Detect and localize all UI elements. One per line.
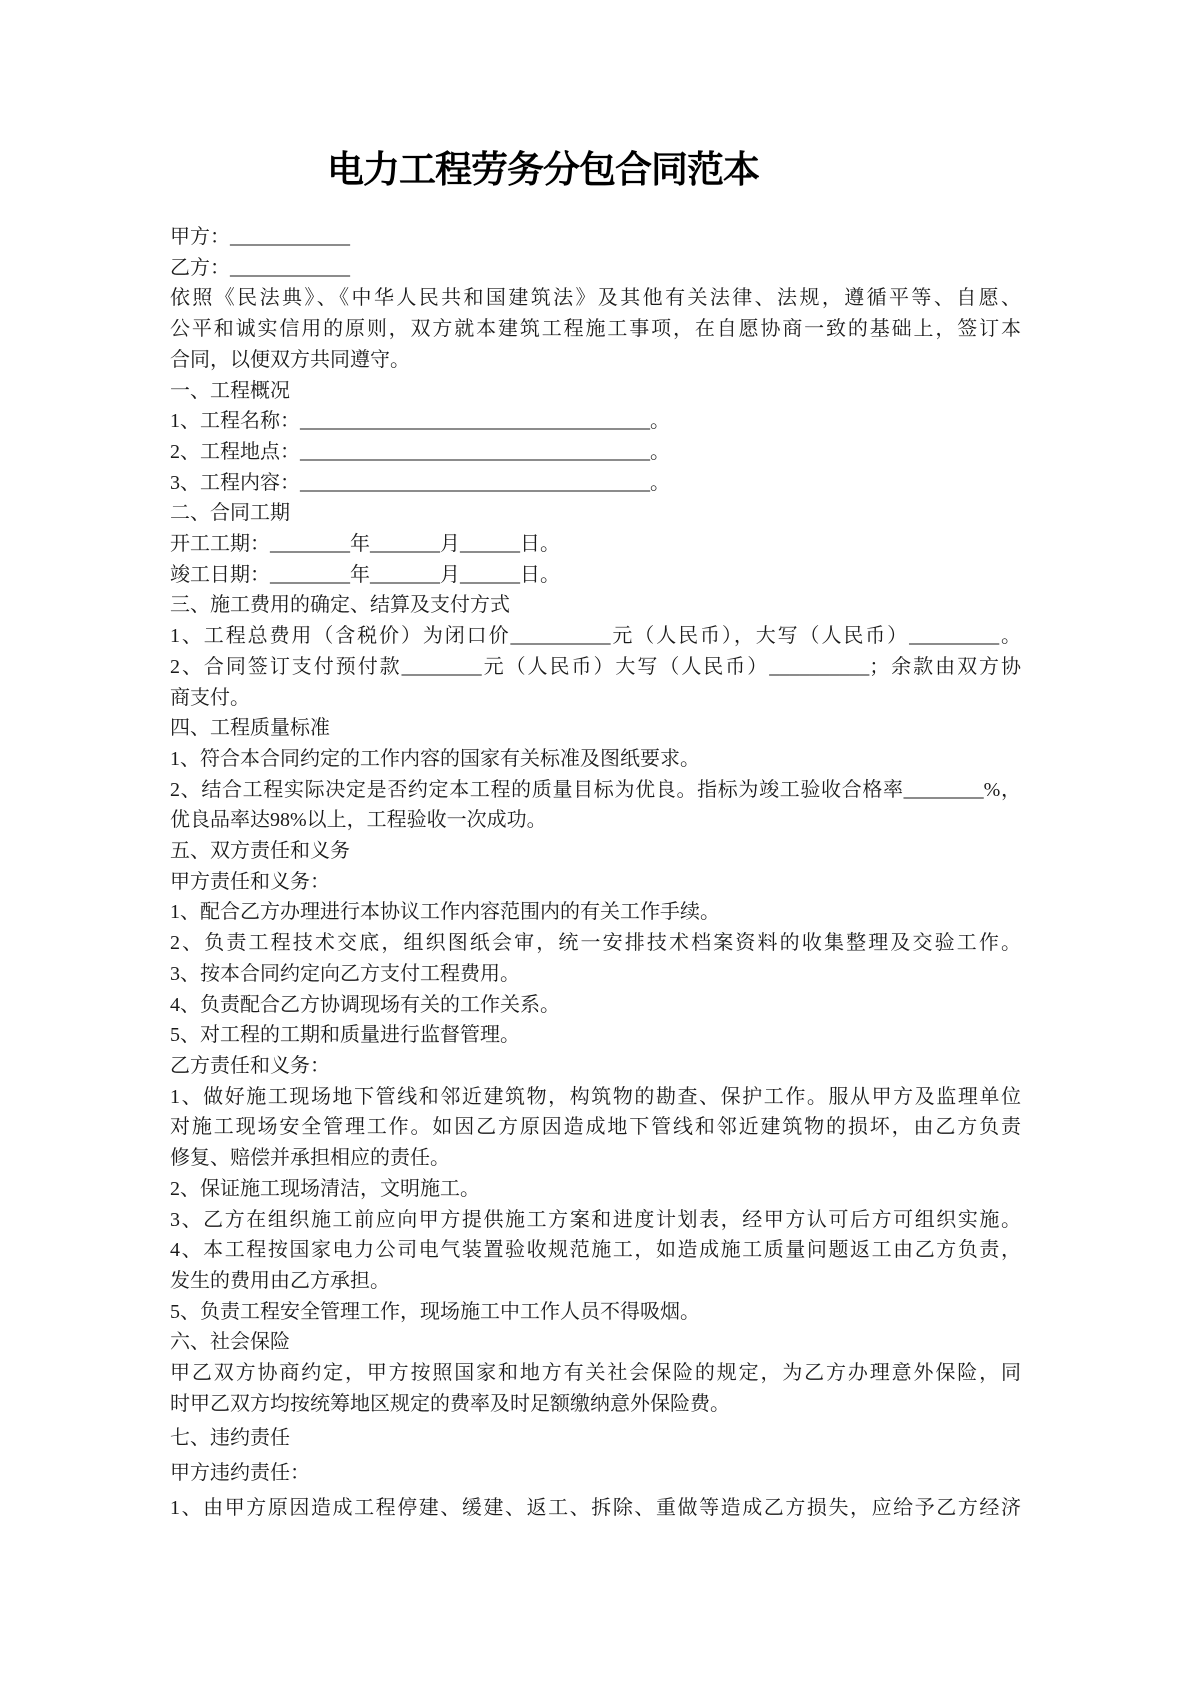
text-line: 四、工程质量标准 bbox=[170, 717, 330, 740]
text-line: 商支付。 bbox=[170, 686, 250, 709]
text-line: 对施工现场安全管理工作。如因乙方原因造成地下管线和邻近建筑物的损坏，由乙方负责 bbox=[170, 1116, 1021, 1139]
text-line: 发生的费用由乙方承担。 bbox=[170, 1269, 390, 1292]
text-line: 1、由甲方原因造成工程停建、缓建、返工、拆除、重做等造成乙方损失，应给予乙方经济 bbox=[170, 1496, 1021, 1519]
text-line: 合同，以便双方共同遵守。 bbox=[170, 348, 410, 371]
text-line: 4、负责配合乙方协调现场有关的工作关系。 bbox=[170, 993, 560, 1016]
text-line: 甲方：____________ bbox=[170, 226, 350, 248]
text-line: 1、配合乙方办理进行本协议工作内容范围内的有关工作手续。 bbox=[170, 901, 720, 924]
text-line: 二、合同工期 bbox=[170, 502, 290, 525]
document-title: 电力工程劳务分包合同范本 bbox=[327, 150, 759, 191]
text-line: 竣工日期：________年_______月______日。 bbox=[170, 563, 560, 586]
text-line: 乙方：____________ bbox=[170, 256, 350, 279]
text-line: 修复、赔偿并承担相应的责任。 bbox=[170, 1147, 450, 1170]
text-line: 五、双方责任和义务 bbox=[170, 840, 350, 863]
text-line: 2、保证施工现场清洁，文明施工。 bbox=[170, 1177, 480, 1200]
text-line: 3、乙方在组织施工前应向甲方提供施工方案和进度计划表，经甲方认可后方可组织实施。 bbox=[170, 1208, 1021, 1231]
text-line: 1、符合本合同约定的工作内容的国家有关标准及图纸要求。 bbox=[170, 747, 700, 770]
text-line: 开工工期：________年_______月______日。 bbox=[170, 533, 560, 556]
text-line: 2、合同签订支付预付款________元（人民币）大写（人民币）__________；余款由双方协 bbox=[170, 655, 1021, 678]
text-line: 一、工程概况 bbox=[170, 379, 290, 402]
text-line: 5、负责工程安全管理工作，现场施工中工作人员不得吸烟。 bbox=[170, 1300, 700, 1323]
text-line: 5、对工程的工期和质量进行监督管理。 bbox=[170, 1024, 520, 1047]
text-line: 三、施工费用的确定、结算及支付方式 bbox=[170, 594, 510, 617]
text-line: 甲方违约责任： bbox=[170, 1462, 310, 1485]
text-line: 1、工程名称：___________________________________。 bbox=[170, 410, 670, 433]
document-body bbox=[170, 222, 1021, 1524]
text-line: 3、按本合同约定向乙方支付工程费用。 bbox=[170, 962, 520, 985]
text-line: 六、社会保险 bbox=[170, 1331, 290, 1354]
text-line: 1、做好施工现场地下管线和邻近建筑物，构筑物的勘查、保护工作。服从甲方及监理单位 bbox=[170, 1085, 1021, 1108]
text-line: 时甲乙双方均按统筹地区规定的费率及时足额缴纳意外保险费。 bbox=[170, 1392, 730, 1415]
text-line: 甲乙双方协商约定，甲方按照国家和地方有关社会保险的规定，为乙方办理意外保险，同 bbox=[170, 1362, 1021, 1385]
text-line: 依照《民法典》、《中华人民共和国建筑法》及其他有关法律、法规，遵循平等、自愿、 bbox=[170, 287, 1021, 310]
text-line: 1、工程总费用（含税价）为闭口价__________元（人民币），大写（人民币）_________。 bbox=[170, 625, 1021, 648]
text-line: 2、工程地点：___________________________________。 bbox=[170, 440, 670, 463]
text-line: 2、结合工程实际决定是否约定本工程的质量目标为优良。指标为竣工验收合格率________%， bbox=[170, 778, 1021, 801]
text-line: 乙方责任和义务： bbox=[170, 1054, 330, 1077]
text-line: 3、工程内容：___________________________________。 bbox=[170, 471, 670, 494]
text-line: 2、负责工程技术交底，组织图纸会审，统一安排技术档案资料的收集整理及交验工作。 bbox=[170, 932, 1021, 955]
text-line: 七、违约责任 bbox=[170, 1427, 290, 1450]
text-line: 甲方责任和义务： bbox=[170, 870, 330, 893]
text-line: 优良品率达98%以上，工程验收一次成功。 bbox=[170, 809, 547, 832]
text-line: 4、本工程按国家电力公司电气装置验收规范施工，如造成施工质量问题返工由乙方负责， bbox=[170, 1239, 1021, 1262]
text-line: 公平和诚实信用的原则，双方就本建筑工程施工事项，在自愿协商一致的基础上，签订本 bbox=[170, 318, 1021, 341]
